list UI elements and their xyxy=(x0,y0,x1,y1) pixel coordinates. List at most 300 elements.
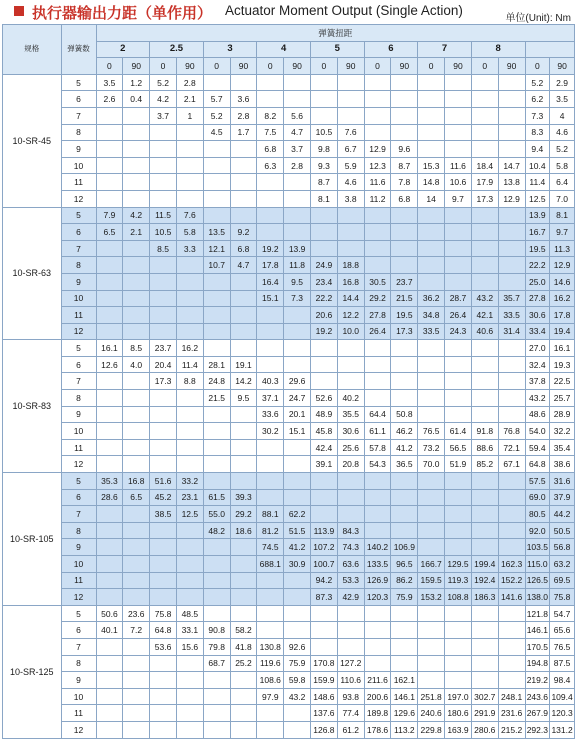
torque-value-cell xyxy=(96,423,123,440)
spring-count-cell: 7 xyxy=(61,638,96,655)
torque-value-cell: 61.1 xyxy=(364,423,391,440)
spring-count-cell: 11 xyxy=(61,705,96,722)
torque-value-cell xyxy=(284,340,311,357)
torque-value-cell xyxy=(150,423,177,440)
torque-value-cell: 215.2 xyxy=(498,721,525,738)
torque-value-cell: 178.6 xyxy=(364,721,391,738)
spring-count-cell: 10 xyxy=(61,423,96,440)
table-row xyxy=(3,390,575,407)
spring-count-cell: 7 xyxy=(61,107,96,124)
model-column-header: 规格 xyxy=(3,25,62,75)
spring-torque-cell: 5.8 xyxy=(550,157,575,174)
torque-value-cell xyxy=(176,307,203,324)
torque-value-cell: 28.1 xyxy=(203,356,230,373)
spring-torque-cell: 38.6 xyxy=(550,456,575,473)
torque-value-cell xyxy=(176,439,203,456)
torque-value-cell xyxy=(257,224,284,241)
spring-count-cell: 8 xyxy=(61,655,96,672)
torque-value-cell: 119.3 xyxy=(445,572,472,589)
torque-value-cell xyxy=(203,323,230,340)
torque-value-cell: 31.4 xyxy=(498,323,525,340)
torque-value-cell xyxy=(230,190,257,207)
torque-value-cell xyxy=(230,572,257,589)
torque-value-cell: 76.8 xyxy=(498,423,525,440)
table-row xyxy=(3,622,575,639)
table-row xyxy=(3,423,575,440)
angle-header: 90 xyxy=(445,58,472,75)
table-row xyxy=(3,141,575,158)
torque-value-cell: 23.1 xyxy=(176,489,203,506)
torque-value-cell xyxy=(123,107,150,124)
torque-value-cell: 7.6 xyxy=(337,124,364,141)
torque-value-cell xyxy=(364,489,391,506)
torque-value-cell xyxy=(445,605,472,622)
table-row xyxy=(3,356,575,373)
spring-count-cell: 11 xyxy=(61,572,96,589)
torque-value-cell xyxy=(284,705,311,722)
torque-value-cell: 23.6 xyxy=(123,605,150,622)
torque-value-cell xyxy=(471,240,498,257)
torque-value-cell: 86.2 xyxy=(391,572,418,589)
torque-value-cell: 25.6 xyxy=(337,439,364,456)
torque-value-cell xyxy=(391,522,418,539)
torque-value-cell xyxy=(203,290,230,307)
torque-value-cell xyxy=(391,340,418,357)
torque-value-cell xyxy=(498,605,525,622)
torque-value-cell xyxy=(418,74,445,91)
spring-torque-cell: 11.3 xyxy=(550,240,575,257)
torque-value-cell xyxy=(150,688,177,705)
torque-value-cell: 73.2 xyxy=(418,439,445,456)
torque-value-cell xyxy=(471,356,498,373)
title-english: Actuator Moment Output (Single Action) xyxy=(225,3,463,18)
torque-value-cell xyxy=(418,390,445,407)
torque-value-cell: 50.8 xyxy=(391,406,418,423)
torque-value-cell xyxy=(123,290,150,307)
torque-value-cell: 10.6 xyxy=(445,174,472,191)
torque-value-cell xyxy=(284,190,311,207)
torque-value-cell xyxy=(364,107,391,124)
torque-value-cell xyxy=(284,91,311,108)
torque-value-cell: 96.5 xyxy=(391,556,418,573)
torque-value-cell: 9.5 xyxy=(284,273,311,290)
pressure-header: 8 xyxy=(471,41,525,58)
torque-value-cell: 2.8 xyxy=(284,157,311,174)
torque-value-cell xyxy=(445,489,472,506)
spring-count-cell: 7 xyxy=(61,506,96,523)
spring-torque-cell: 194.8 xyxy=(525,655,550,672)
torque-value-cell xyxy=(176,456,203,473)
torque-value-cell xyxy=(311,340,338,357)
torque-value-cell: 2.1 xyxy=(176,91,203,108)
torque-value-cell: 29.2 xyxy=(364,290,391,307)
torque-value-cell: 14.8 xyxy=(418,174,445,191)
table-row xyxy=(3,124,575,141)
torque-value-cell: 43.2 xyxy=(471,290,498,307)
torque-value-cell: 30.6 xyxy=(337,423,364,440)
torque-value-cell xyxy=(123,323,150,340)
spring-torque-cell: 13.9 xyxy=(525,207,550,224)
torque-value-cell: 30.9 xyxy=(284,556,311,573)
spring-torque-cell: 54.7 xyxy=(550,605,575,622)
torque-value-cell xyxy=(364,340,391,357)
torque-value-cell xyxy=(123,705,150,722)
table-row xyxy=(3,456,575,473)
torque-value-cell: 46.2 xyxy=(391,423,418,440)
torque-value-cell: 2.8 xyxy=(230,107,257,124)
torque-value-cell xyxy=(445,373,472,390)
torque-value-cell: 12.1 xyxy=(203,240,230,257)
torque-value-cell xyxy=(230,290,257,307)
spring-count-cell: 5 xyxy=(61,340,96,357)
torque-value-cell xyxy=(257,473,284,490)
torque-value-cell xyxy=(498,539,525,556)
torque-value-cell xyxy=(96,539,123,556)
torque-value-cell xyxy=(257,589,284,606)
spring-count-cell: 5 xyxy=(61,74,96,91)
torque-value-cell xyxy=(176,124,203,141)
spring-torque-cell: 4 xyxy=(550,107,575,124)
torque-value-cell xyxy=(257,622,284,639)
torque-value-cell xyxy=(203,605,230,622)
spring-torque-cell: 7.3 xyxy=(525,107,550,124)
torque-value-cell xyxy=(498,74,525,91)
spring-torque-cell: 10.4 xyxy=(525,157,550,174)
torque-value-cell: 20.8 xyxy=(337,456,364,473)
torque-value-cell: 35.3 xyxy=(96,473,123,490)
torque-value-cell: 9.7 xyxy=(445,190,472,207)
torque-value-cell xyxy=(96,190,123,207)
torque-value-cell xyxy=(96,655,123,672)
torque-value-cell xyxy=(230,705,257,722)
torque-value-cell xyxy=(418,240,445,257)
torque-value-cell xyxy=(96,406,123,423)
torque-value-cell: 19.2 xyxy=(311,323,338,340)
torque-value-cell xyxy=(498,672,525,689)
torque-value-cell: 6.8 xyxy=(257,141,284,158)
torque-value-cell: 9.6 xyxy=(391,141,418,158)
torque-value-cell: 23.7 xyxy=(150,340,177,357)
torque-value-cell: 51.6 xyxy=(150,473,177,490)
torque-value-cell xyxy=(150,572,177,589)
torque-value-cell: 197.0 xyxy=(445,688,472,705)
torque-value-cell xyxy=(471,655,498,672)
torque-value-cell xyxy=(284,207,311,224)
torque-value-cell: 113.9 xyxy=(311,522,338,539)
torque-value-cell: 12.3 xyxy=(364,157,391,174)
torque-value-cell: 37.1 xyxy=(257,390,284,407)
torque-value-cell xyxy=(96,439,123,456)
spring-count-cell: 5 xyxy=(61,473,96,490)
torque-value-cell: 162.3 xyxy=(498,556,525,573)
torque-value-cell xyxy=(391,655,418,672)
torque-value-cell: 12.5 xyxy=(176,506,203,523)
spring-count-cell: 12 xyxy=(61,323,96,340)
angle-header: 90 xyxy=(550,58,575,75)
torque-value-cell xyxy=(230,406,257,423)
torque-value-cell: 6.7 xyxy=(337,141,364,158)
torque-value-cell xyxy=(203,141,230,158)
torque-value-cell xyxy=(311,91,338,108)
torque-value-cell xyxy=(150,141,177,158)
torque-value-cell xyxy=(418,141,445,158)
table-row xyxy=(3,672,575,689)
torque-value-cell: 23.7 xyxy=(391,273,418,290)
torque-value-cell: 62.2 xyxy=(284,506,311,523)
spring-torque-cell: 103.5 xyxy=(525,539,550,556)
spring-count-cell: 7 xyxy=(61,240,96,257)
torque-value-cell xyxy=(364,91,391,108)
torque-value-cell xyxy=(203,672,230,689)
torque-value-cell: 28.7 xyxy=(445,290,472,307)
spring-count-cell: 6 xyxy=(61,622,96,639)
torque-value-cell xyxy=(230,174,257,191)
model-cell: 10-SR-125 xyxy=(3,605,62,738)
torque-value-cell: 77.4 xyxy=(337,705,364,722)
torque-value-cell: 7.9 xyxy=(96,207,123,224)
table-row xyxy=(3,257,575,274)
torque-value-cell: 39.3 xyxy=(230,489,257,506)
torque-value-cell xyxy=(391,473,418,490)
pressure-header: 3 xyxy=(203,41,257,58)
table-row xyxy=(3,323,575,340)
torque-value-cell xyxy=(391,638,418,655)
table-row xyxy=(3,522,575,539)
torque-value-cell: 166.7 xyxy=(418,556,445,573)
torque-value-cell xyxy=(150,307,177,324)
torque-value-cell xyxy=(498,622,525,639)
torque-value-cell: 3.3 xyxy=(176,240,203,257)
torque-value-cell xyxy=(498,655,525,672)
torque-value-cell xyxy=(123,373,150,390)
angle-header: 0 xyxy=(471,58,498,75)
torque-value-cell: 280.6 xyxy=(471,721,498,738)
torque-value-cell: 51.5 xyxy=(284,522,311,539)
torque-value-cell xyxy=(123,556,150,573)
angle-header: 90 xyxy=(498,58,525,75)
torque-value-cell: 40.2 xyxy=(337,390,364,407)
torque-value-cell: 302.7 xyxy=(471,688,498,705)
spring-torque-header: 弹簧扭距 xyxy=(96,25,575,42)
torque-value-cell: 17.3 xyxy=(471,190,498,207)
torque-value-cell: 5.6 xyxy=(284,107,311,124)
torque-value-cell xyxy=(96,307,123,324)
torque-value-cell xyxy=(337,356,364,373)
torque-value-cell xyxy=(257,190,284,207)
torque-value-cell: 56.5 xyxy=(445,439,472,456)
torque-value-cell xyxy=(391,124,418,141)
torque-value-cell xyxy=(471,506,498,523)
torque-value-cell: 2.8 xyxy=(176,74,203,91)
torque-value-cell xyxy=(471,638,498,655)
spring-torque-cell: 243.6 xyxy=(525,688,550,705)
torque-value-cell xyxy=(445,257,472,274)
torque-value-cell: 107.2 xyxy=(311,539,338,556)
torque-value-cell: 27.8 xyxy=(364,307,391,324)
torque-value-cell xyxy=(471,489,498,506)
torque-value-cell xyxy=(364,74,391,91)
torque-value-cell: 140.2 xyxy=(364,539,391,556)
torque-value-cell: 211.6 xyxy=(364,672,391,689)
torque-value-cell xyxy=(176,190,203,207)
torque-value-cell xyxy=(311,207,338,224)
torque-value-cell xyxy=(391,489,418,506)
spring-count-cell: 8 xyxy=(61,124,96,141)
torque-value-cell: 29.6 xyxy=(284,373,311,390)
torque-value-cell: 6.8 xyxy=(230,240,257,257)
torque-value-cell: 20.4 xyxy=(150,356,177,373)
spring-torque-cell: 14.6 xyxy=(550,273,575,290)
torque-value-cell: 7.8 xyxy=(391,174,418,191)
spring-torque-cell: 65.6 xyxy=(550,622,575,639)
torque-value-cell xyxy=(364,622,391,639)
torque-value-cell xyxy=(203,688,230,705)
torque-value-cell xyxy=(418,340,445,357)
angle-header: 0 xyxy=(150,58,177,75)
table-row xyxy=(3,107,575,124)
torque-value-cell: 129.5 xyxy=(445,556,472,573)
torque-value-cell xyxy=(311,506,338,523)
torque-value-cell xyxy=(257,340,284,357)
torque-value-cell xyxy=(257,456,284,473)
torque-value-cell xyxy=(150,721,177,738)
torque-value-cell: 3.8 xyxy=(337,190,364,207)
torque-value-cell: 240.6 xyxy=(418,705,445,722)
torque-value-cell xyxy=(364,373,391,390)
spring-count-cell: 8 xyxy=(61,390,96,407)
spring-torque-cell: 22.5 xyxy=(550,373,575,390)
torque-value-cell xyxy=(150,439,177,456)
torque-value-cell: 42.1 xyxy=(471,307,498,324)
torque-value-cell xyxy=(337,373,364,390)
torque-value-cell xyxy=(257,307,284,324)
torque-value-cell xyxy=(337,622,364,639)
torque-value-cell: 19.2 xyxy=(257,240,284,257)
torque-value-cell: 16.4 xyxy=(257,273,284,290)
torque-value-cell: 10.5 xyxy=(150,224,177,241)
angle-header: 0 xyxy=(418,58,445,75)
torque-value-cell xyxy=(257,489,284,506)
torque-value-cell xyxy=(284,356,311,373)
torque-value-cell: 1.7 xyxy=(230,124,257,141)
torque-value-cell xyxy=(96,556,123,573)
torque-value-cell: 45.8 xyxy=(311,423,338,440)
torque-value-cell xyxy=(445,240,472,257)
torque-value-cell: 88.1 xyxy=(257,506,284,523)
spring-torque-cell: 80.5 xyxy=(525,506,550,523)
spring-count-cell: 12 xyxy=(61,190,96,207)
torque-value-cell: 4.2 xyxy=(150,91,177,108)
torque-value-cell: 24.9 xyxy=(311,257,338,274)
torque-value-cell: 26.4 xyxy=(364,323,391,340)
angle-header: 90 xyxy=(230,58,257,75)
torque-value-cell: 0.4 xyxy=(123,91,150,108)
torque-value-cell: 3.7 xyxy=(284,141,311,158)
spring-torque-cell: 115.0 xyxy=(525,556,550,573)
torque-value-cell xyxy=(257,91,284,108)
spring-torque-cell: 75.8 xyxy=(550,589,575,606)
torque-value-cell: 75.9 xyxy=(284,655,311,672)
table-row xyxy=(3,273,575,290)
torque-value-cell xyxy=(230,721,257,738)
spring-torque-cell: 6.4 xyxy=(550,174,575,191)
unit-label: 单位(Unit): Nm xyxy=(505,13,571,24)
torque-value-cell: 45.2 xyxy=(150,489,177,506)
torque-value-cell xyxy=(418,124,445,141)
torque-value-cell: 42.4 xyxy=(311,439,338,456)
spring-torque-cell: 27.0 xyxy=(525,340,550,357)
spring-torque-cell: 267.9 xyxy=(525,705,550,722)
torque-value-cell xyxy=(471,340,498,357)
torque-value-cell: 40.1 xyxy=(96,622,123,639)
torque-value-cell xyxy=(364,207,391,224)
torque-value-cell xyxy=(96,257,123,274)
torque-value-cell xyxy=(418,373,445,390)
torque-value-cell: 3.5 xyxy=(96,74,123,91)
spring-torque-cell: 30.6 xyxy=(525,307,550,324)
torque-value-cell: 58.2 xyxy=(230,622,257,639)
torque-value-cell: 8.5 xyxy=(150,240,177,257)
torque-value-cell: 41.8 xyxy=(230,638,257,655)
torque-value-cell xyxy=(337,74,364,91)
table-row xyxy=(3,489,575,506)
torque-value-cell xyxy=(123,257,150,274)
torque-value-cell xyxy=(96,273,123,290)
torque-value-cell xyxy=(230,157,257,174)
torque-value-cell: 74.5 xyxy=(257,539,284,556)
torque-value-cell xyxy=(311,605,338,622)
torque-value-cell xyxy=(391,506,418,523)
torque-value-cell xyxy=(203,273,230,290)
torque-value-cell: 6.5 xyxy=(96,224,123,241)
torque-value-cell: 6.5 xyxy=(123,489,150,506)
torque-value-cell xyxy=(445,340,472,357)
angle-header: 90 xyxy=(176,58,203,75)
torque-value-cell: 17.8 xyxy=(257,257,284,274)
torque-value-cell xyxy=(176,556,203,573)
torque-value-cell xyxy=(284,605,311,622)
torque-value-cell: 229.8 xyxy=(418,721,445,738)
torque-value-cell xyxy=(150,522,177,539)
torque-value-cell xyxy=(230,74,257,91)
torque-value-cell xyxy=(123,390,150,407)
angle-header: 0 xyxy=(96,58,123,75)
torque-value-cell xyxy=(498,340,525,357)
torque-value-cell: 688.1 xyxy=(257,556,284,573)
spring-count-cell: 7 xyxy=(61,373,96,390)
torque-value-cell: 231.6 xyxy=(498,705,525,722)
torque-value-cell xyxy=(257,705,284,722)
torque-value-cell: 8.2 xyxy=(257,107,284,124)
angle-header: 90 xyxy=(337,58,364,75)
torque-value-cell xyxy=(176,672,203,689)
torque-value-cell: 19.1 xyxy=(230,356,257,373)
torque-value-cell: 68.7 xyxy=(203,655,230,672)
torque-value-cell: 34.8 xyxy=(418,307,445,324)
torque-value-cell: 57.8 xyxy=(364,439,391,456)
spring-torque-cell: 138.0 xyxy=(525,589,550,606)
spring-count-cell: 12 xyxy=(61,589,96,606)
spring-torque-cell: 92.0 xyxy=(525,522,550,539)
torque-value-cell xyxy=(337,605,364,622)
torque-value-cell xyxy=(364,224,391,241)
spring-torque-cell: 170.5 xyxy=(525,638,550,655)
torque-value-cell xyxy=(123,141,150,158)
torque-value-cell xyxy=(150,589,177,606)
torque-value-cell xyxy=(364,240,391,257)
torque-value-cell xyxy=(176,655,203,672)
torque-value-cell: 14.7 xyxy=(498,157,525,174)
